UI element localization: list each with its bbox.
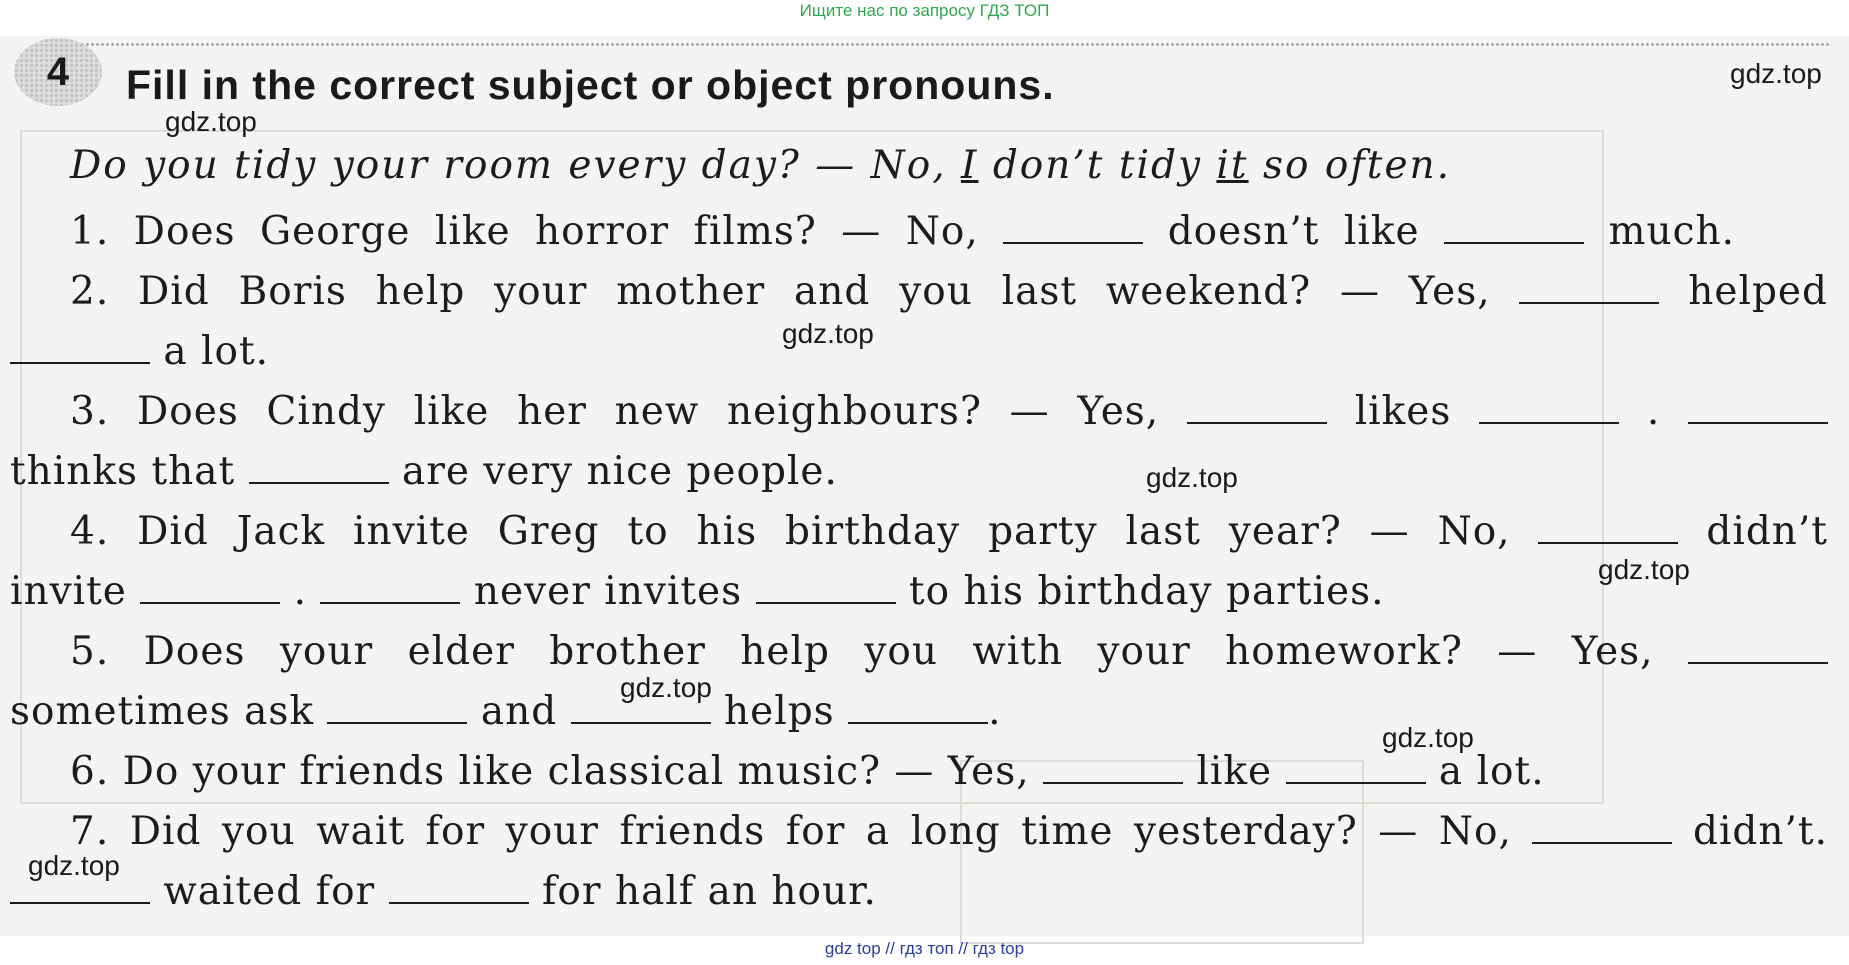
exercise-item-4-cont <box>10 568 1828 616</box>
example-text: so often. <box>1262 143 1452 188</box>
watermark: gdz.top <box>1730 58 1822 89</box>
item-text: helps <box>724 689 835 734</box>
item-text: sometimes ask <box>10 689 315 734</box>
item-text: didn’t. <box>1692 809 1828 854</box>
item-text: to his birthday parties. <box>908 569 1385 614</box>
item-text: and <box>480 689 558 734</box>
exercise-item-7 <box>70 808 1828 856</box>
answer-blank[interactable] <box>1187 392 1327 424</box>
exercise-item-6 <box>70 748 1849 796</box>
exercise-item-5 <box>70 628 1828 676</box>
item-text: likes <box>1354 389 1452 434</box>
answer-blank[interactable] <box>389 872 529 904</box>
answer-blank[interactable] <box>756 572 896 604</box>
answer-blank[interactable] <box>1479 392 1619 424</box>
answer-blank[interactable] <box>1003 212 1143 244</box>
item-text: 7. Did you wait for your friends for a long time yesterday? — No, <box>70 809 1512 854</box>
exercise-number-badge: 4 <box>14 38 102 106</box>
watermark: gdz.top <box>1146 462 1238 493</box>
exercise-item-3-cont <box>10 448 1828 496</box>
item-text: never invites <box>473 569 743 614</box>
answer-blank[interactable] <box>10 332 150 364</box>
footer-links[interactable]: gdz top // гдз топ // гдз top <box>824 939 1025 958</box>
item-text: for half an hour. <box>542 869 877 914</box>
example-answer: it <box>1216 143 1249 188</box>
watermark: gdz.top <box>28 850 120 881</box>
answer-blank[interactable] <box>1538 512 1678 544</box>
exercise-item-2-cont <box>10 328 1828 376</box>
watermark: gdz.top <box>620 672 712 703</box>
item-text: invite <box>10 569 127 614</box>
exercise-item-7-cont <box>10 868 1828 916</box>
example-sentence <box>70 142 1550 190</box>
exercise-item-2 <box>70 268 1828 316</box>
item-text: . <box>1646 389 1661 434</box>
exercise-item-1 <box>70 208 1735 256</box>
item-text: 2. Did Boris help your mother and you last weekend? — Yes, <box>70 269 1491 314</box>
example-text: Do you tidy your room every day? — No, <box>70 143 947 188</box>
item-text: like <box>1196 749 1273 794</box>
watermark: gdz.top <box>1598 554 1690 585</box>
answer-blank[interactable] <box>848 692 988 724</box>
item-text: a lot. <box>163 329 270 374</box>
item-text: . <box>988 689 1002 734</box>
answer-blank[interactable] <box>249 452 389 484</box>
answer-blank[interactable] <box>327 692 467 724</box>
answer-blank[interactable] <box>320 572 460 604</box>
item-text: 6. Do your friends like classical music? — Yes, <box>70 749 1030 794</box>
exercise-item-5-cont <box>10 688 1828 736</box>
item-text: are very nice people. <box>401 449 838 494</box>
watermark: gdz.top <box>165 106 257 137</box>
item-text: helped <box>1688 269 1828 314</box>
answer-blank[interactable] <box>1519 272 1659 304</box>
example-text: don’t tidy <box>992 143 1202 188</box>
item-text: 3. Does Cindy like her new neighbours? — Yes, <box>70 389 1160 434</box>
item-text: doesn’t like <box>1167 209 1420 254</box>
item-text: . <box>293 569 308 614</box>
header-dotted-rule <box>60 42 1830 48</box>
answer-blank[interactable] <box>1444 212 1584 244</box>
answer-blank[interactable] <box>1532 812 1672 844</box>
answer-blank[interactable] <box>1688 392 1828 424</box>
exercise-title: Fill in the correct subject or object pronouns. <box>126 62 1055 108</box>
item-text: thinks that <box>10 449 236 494</box>
answer-blank[interactable] <box>1286 752 1426 784</box>
item-text: 4. Did Jack invite Greg to his birthday party last year? — No, <box>70 509 1511 554</box>
item-text: 5. Does your elder brother help you with your homework? — Yes, <box>70 629 1654 674</box>
exercise-item-4 <box>70 508 1828 556</box>
item-text: 1. Does George like horror films? — No, <box>70 209 979 254</box>
item-text: much. <box>1608 209 1735 254</box>
answer-blank[interactable] <box>1688 632 1828 664</box>
example-answer: I <box>961 143 979 188</box>
item-text: waited for <box>163 869 376 914</box>
top-banner-link[interactable]: Ищите нас по запросу ГДЗ ТОП <box>799 1 1050 20</box>
item-text: a lot. <box>1438 749 1545 794</box>
answer-blank[interactable] <box>140 572 280 604</box>
answer-blank[interactable] <box>1043 752 1183 784</box>
watermark: gdz.top <box>782 318 874 349</box>
exercise-item-3 <box>70 388 1828 436</box>
item-text: didn’t <box>1706 509 1828 554</box>
watermark: gdz.top <box>1382 722 1474 753</box>
